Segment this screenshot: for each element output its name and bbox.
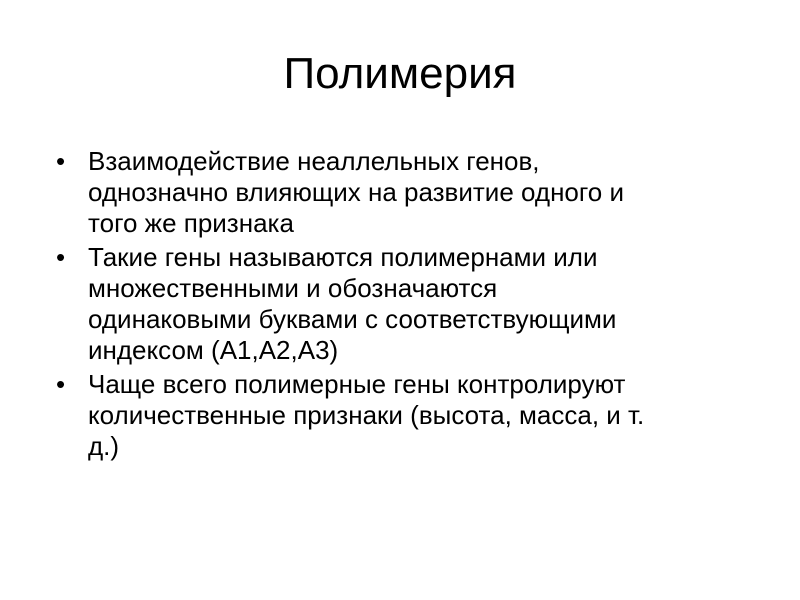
bullet-icon: • xyxy=(56,369,66,399)
bullet-list xyxy=(52,146,752,465)
bullet-text-line: Такие гены называются полимернами или xyxy=(88,242,598,272)
slide-title: Полимерия xyxy=(283,49,517,98)
bullet-item xyxy=(52,146,752,239)
bullet-item xyxy=(52,369,752,462)
bullet-icon: • xyxy=(56,146,66,176)
bullet-text-line: индексом (А1,А2,А3) xyxy=(88,335,339,365)
bullet-text-line: одинаковыми буквами с соответствующими xyxy=(88,304,617,334)
bullet-icon: • xyxy=(56,242,66,272)
bullet-text-line: д.) xyxy=(88,431,120,461)
bullet-text-line: количественные признаки (высота, масса, и т. xyxy=(88,400,645,430)
bullet-text-line: Взаимодействие неаллельных генов, xyxy=(88,146,540,176)
bullet-text-line: Чаще всего полимерные гены контролируют xyxy=(88,369,626,399)
bullet-text-line: однозначно влияющих на развитие одного и xyxy=(88,177,625,207)
bullet-text-line: множественными и обозначаются xyxy=(88,273,498,303)
bullet-text-line: того же признака xyxy=(88,208,294,238)
bullet-item xyxy=(52,242,752,366)
